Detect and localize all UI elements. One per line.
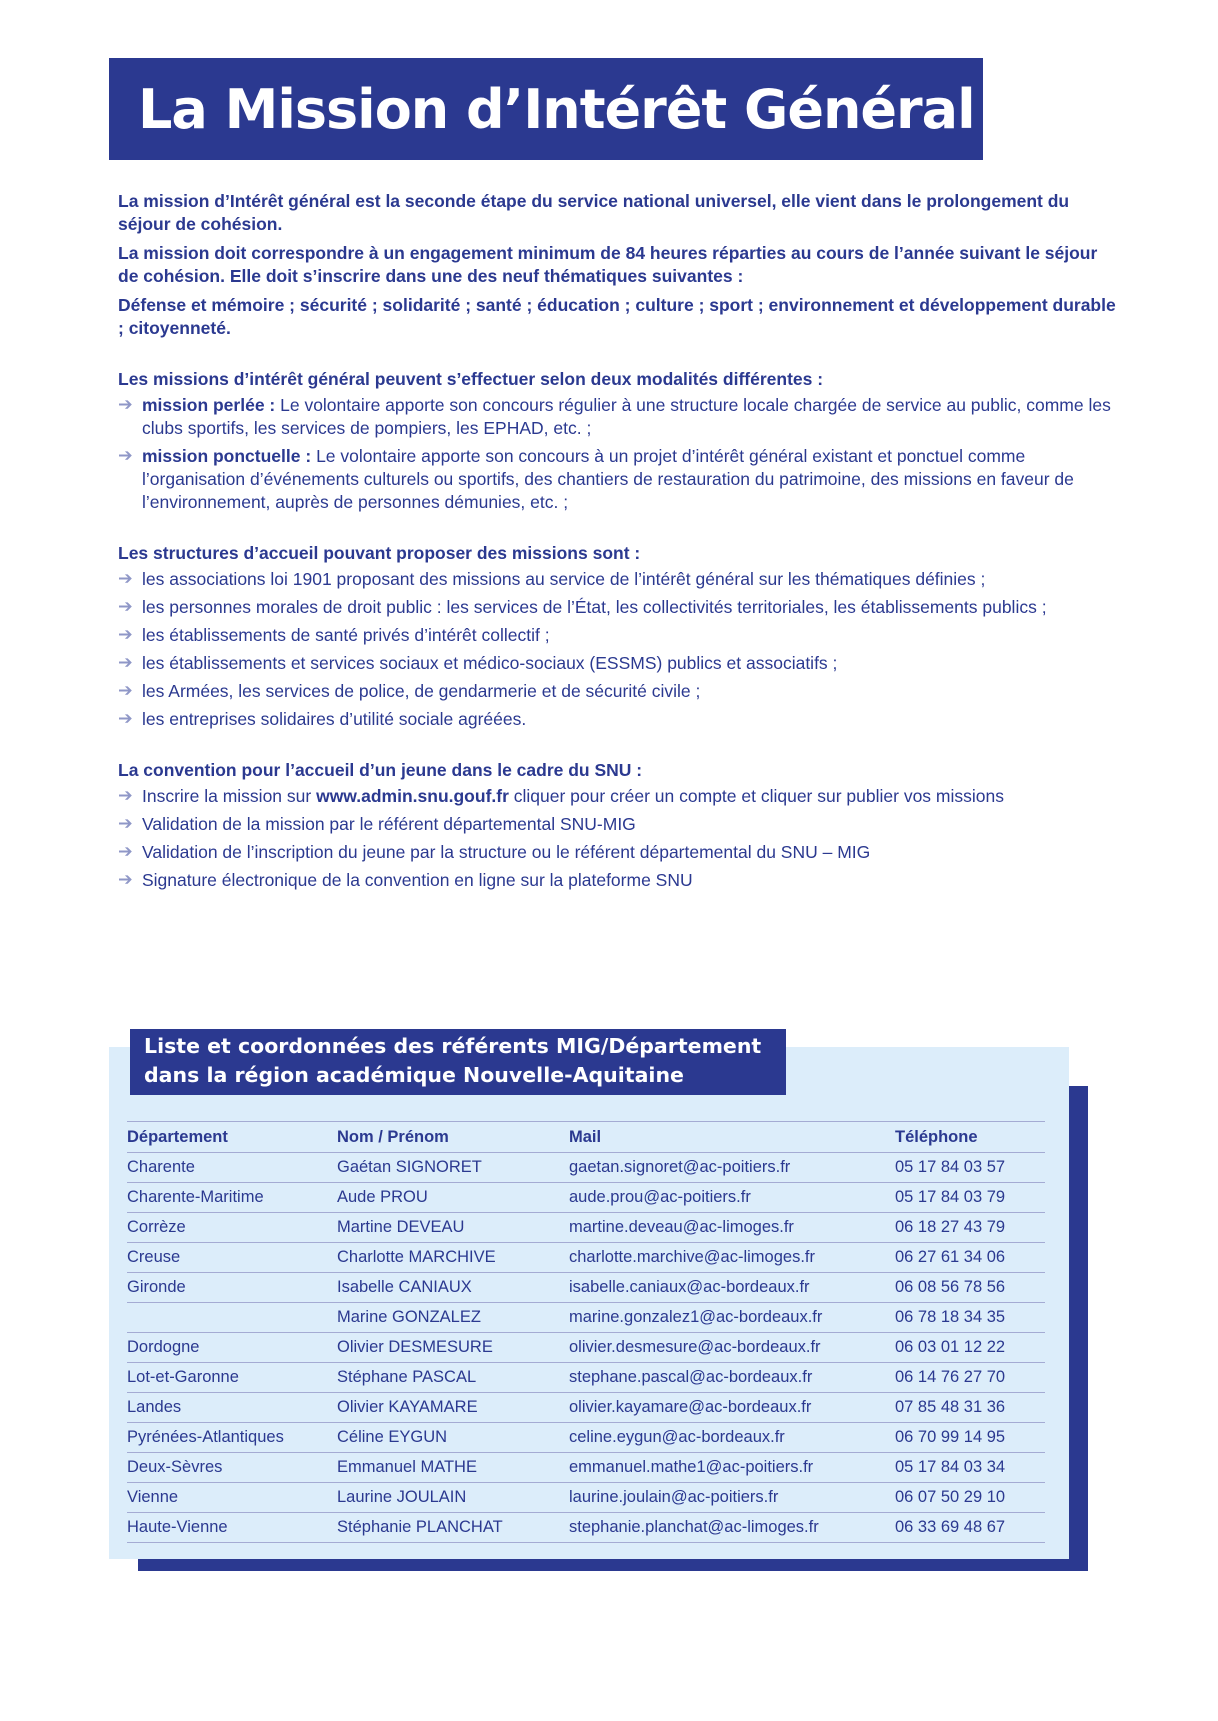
structures-list (118, 568, 1118, 731)
list-item (118, 394, 1118, 440)
name-cell: Olivier DESMESURE (337, 1333, 569, 1363)
departement-cell: Charente (127, 1153, 337, 1183)
referents-table-body (127, 1153, 1045, 1543)
departement-cell: Pyrénées-Atlantiques (127, 1423, 337, 1453)
list-item (118, 652, 1118, 675)
email-cell[interactable]: aude.prou@ac-poitiers.fr (569, 1183, 895, 1213)
table-row (127, 1153, 1045, 1183)
email-cell[interactable]: stephanie.planchat@ac-limoges.fr (569, 1513, 895, 1543)
table-header-row (127, 1122, 1045, 1153)
referents-table (127, 1121, 1045, 1543)
arrow-right-icon: ➔ (118, 597, 133, 617)
departement-cell: Landes (127, 1393, 337, 1423)
name-cell: Emmanuel MATHE (337, 1453, 569, 1483)
departement-cell: Deux-Sèvres (127, 1453, 337, 1483)
departement-cell: Haute-Vienne (127, 1513, 337, 1543)
name-cell: Isabelle CANIAUX (337, 1273, 569, 1303)
arrow-right-icon: ➔ (118, 870, 133, 890)
email-cell[interactable]: celine.eygun@ac-bordeaux.fr (569, 1423, 895, 1453)
item-text: cliquer pour créer un compte et cliquer sur publier vos missions (508, 786, 1004, 806)
arrow-right-icon: ➔ (118, 446, 133, 466)
item-text: les établissements de santé privés d’intérêt collectif ; (142, 625, 550, 645)
table-row (127, 1273, 1045, 1303)
column-header: Département (127, 1122, 337, 1153)
structures-heading: Les structures d’accueil pouvant proposer des missions sont : (118, 543, 641, 563)
intro-themes: Défense et mémoire ; sécurité ; solidarité ; santé ; éducation ; culture ; sport ; environnement et développement durable ; citoyenneté. (118, 295, 1116, 338)
phone-cell: 06 78 18 34 35 (895, 1303, 1045, 1333)
column-header: Mail (569, 1122, 895, 1153)
arrow-right-icon: ➔ (118, 653, 133, 673)
arrow-right-icon: ➔ (118, 681, 133, 701)
phone-cell: 06 27 61 34 06 (895, 1243, 1045, 1273)
email-cell[interactable]: martine.deveau@ac-limoges.fr (569, 1213, 895, 1243)
phone-cell: 06 18 27 43 79 (895, 1213, 1045, 1243)
email-cell[interactable]: laurine.joulain@ac-poitiers.fr (569, 1483, 895, 1513)
column-header: Nom / Prénom (337, 1122, 569, 1153)
table-row (127, 1453, 1045, 1483)
departement-cell: Charente-Maritime (127, 1183, 337, 1213)
list-item (118, 708, 1118, 731)
arrow-right-icon: ➔ (118, 569, 133, 589)
item-text: Validation de l’inscription du jeune par la structure ou le référent départemental du SNU – MIG (142, 842, 871, 862)
departement-cell: Corrèze (127, 1213, 337, 1243)
name-cell: Céline EYGUN (337, 1423, 569, 1453)
column-header: Téléphone (895, 1122, 1045, 1153)
page-title: La Mission d’Intérêt Général (109, 58, 983, 160)
email-cell[interactable]: emmanuel.mathe1@ac-poitiers.fr (569, 1453, 895, 1483)
item-term: mission perlée : (142, 395, 276, 415)
phone-cell: 07 85 48 31 36 (895, 1393, 1045, 1423)
referents-title-line: Liste et coordonnées des référents MIG/Département (144, 1034, 762, 1058)
list-item (118, 813, 1118, 836)
table-row (127, 1363, 1045, 1393)
table-row (127, 1183, 1045, 1213)
list-item (118, 445, 1118, 514)
phone-cell: 06 07 50 29 10 (895, 1483, 1045, 1513)
table-row (127, 1393, 1045, 1423)
admin-snu-link[interactable]: www.admin.snu.gouf.fr (316, 786, 509, 806)
modalites-heading: Les missions d’intérêt général peuvent s’effectuer selon deux modalités différentes : (118, 369, 824, 389)
email-cell[interactable]: marine.gonzalez1@ac-bordeaux.fr (569, 1303, 895, 1333)
modalites-list (118, 394, 1118, 514)
name-cell: Aude PROU (337, 1183, 569, 1213)
table-row (127, 1213, 1045, 1243)
list-item (118, 568, 1118, 591)
email-cell[interactable]: olivier.kayamare@ac-bordeaux.fr (569, 1393, 895, 1423)
departement-cell: Dordogne (127, 1333, 337, 1363)
modalites-section (118, 368, 1118, 514)
departement-cell: Creuse (127, 1243, 337, 1273)
item-text: Inscrire la mission sur (142, 786, 317, 806)
referents-title (130, 1029, 786, 1095)
intro-paragraph: La mission doit correspondre à un engagement minimum de 84 heures réparties au cours de l’année suivant le séjour de cohésion. Elle doit s’inscrire dans une des neuf thématiques suivantes : (118, 243, 1098, 286)
convention-section (118, 759, 1118, 892)
departement-cell: Lot-et-Garonne (127, 1363, 337, 1393)
list-item (118, 596, 1118, 619)
phone-cell: 06 70 99 14 95 (895, 1423, 1045, 1453)
item-text: Validation de la mission par le référent départemental SNU-MIG (142, 814, 636, 834)
referents-title-line: dans la région académique Nouvelle-Aquitaine (144, 1063, 684, 1087)
departement-cell: Gironde (127, 1273, 337, 1303)
item-text: Signature électronique de la convention en ligne sur la plateforme SNU (142, 870, 693, 890)
name-cell: Charlotte MARCHIVE (337, 1243, 569, 1273)
arrow-right-icon: ➔ (118, 709, 133, 729)
arrow-right-icon: ➔ (118, 786, 133, 806)
name-cell: Marine GONZALEZ (337, 1303, 569, 1333)
email-cell[interactable]: gaetan.signoret@ac-poitiers.fr (569, 1153, 895, 1183)
convention-list (118, 785, 1118, 892)
list-item (118, 869, 1118, 892)
table-row (127, 1243, 1045, 1273)
main-content (118, 190, 1118, 897)
departement-cell: Vienne (127, 1483, 337, 1513)
structures-section (118, 542, 1118, 731)
table-row (127, 1483, 1045, 1513)
item-text: les associations loi 1901 proposant des missions au service de l’intérêt général sur les thématiques définies ; (142, 569, 986, 589)
table-row (127, 1303, 1045, 1333)
name-cell: Olivier KAYAMARE (337, 1393, 569, 1423)
name-cell: Gaétan SIGNORET (337, 1153, 569, 1183)
email-cell[interactable]: isabelle.caniaux@ac-bordeaux.fr (569, 1273, 895, 1303)
name-cell: Laurine JOULAIN (337, 1483, 569, 1513)
item-text: Le volontaire apporte son concours régulier à une structure locale chargée de service au public, comme les clubs sportifs, les services de pompiers, les EPHAD, etc. ; (142, 395, 1111, 438)
intro-text (118, 190, 1118, 340)
phone-cell: 05 17 84 03 57 (895, 1153, 1045, 1183)
list-item (118, 785, 1118, 808)
phone-cell: 05 17 84 03 79 (895, 1183, 1045, 1213)
item-text: les Armées, les services de police, de gendarmerie et de sécurité civile ; (142, 681, 701, 701)
name-cell: Stéphane PASCAL (337, 1363, 569, 1393)
item-term: mission ponctuelle : (142, 446, 312, 466)
table-row (127, 1333, 1045, 1363)
item-text: les entreprises solidaires d’utilité sociale agréées. (142, 709, 527, 729)
email-cell[interactable]: charlotte.marchive@ac-limoges.fr (569, 1243, 895, 1273)
name-cell: Stéphanie PLANCHAT (337, 1513, 569, 1543)
arrow-right-icon: ➔ (118, 842, 133, 862)
phone-cell: 06 03 01 12 22 (895, 1333, 1045, 1363)
convention-heading: La convention pour l’accueil d’un jeune dans le cadre du SNU : (118, 760, 643, 780)
name-cell: Martine DEVEAU (337, 1213, 569, 1243)
item-text: les établissements et services sociaux et médico-sociaux (ESSMS) publics et associatifs ; (142, 653, 838, 673)
email-cell[interactable]: stephane.pascal@ac-bordeaux.fr (569, 1363, 895, 1393)
departement-cell (127, 1303, 337, 1333)
list-item (118, 841, 1118, 864)
list-item (118, 680, 1118, 703)
phone-cell: 06 08 56 78 56 (895, 1273, 1045, 1303)
item-text: Le volontaire apporte son concours à un projet d’intérêt général existant et ponctuel comme l’organisation d’événements culturels ou sportifs, des chantiers de restauration du patrimoine, des missions en faveur de l’environnement, auprès de personnes démunies, etc. ; (142, 446, 1074, 512)
arrow-right-icon: ➔ (118, 625, 133, 645)
phone-cell: 06 14 76 27 70 (895, 1363, 1045, 1393)
table-row (127, 1513, 1045, 1543)
intro-paragraph: La mission d’Intérêt général est la seconde étape du service national universel, elle vient dans le prolongement du séjour de cohésion. (118, 191, 1070, 234)
arrow-right-icon: ➔ (118, 814, 133, 834)
list-item (118, 624, 1118, 647)
phone-cell: 05 17 84 03 34 (895, 1453, 1045, 1483)
table-row (127, 1423, 1045, 1453)
item-text: les personnes morales de droit public : les services de l’État, les collectivités territoriales, les établissements publics ; (142, 597, 1047, 617)
arrow-right-icon: ➔ (118, 395, 133, 415)
phone-cell: 06 33 69 48 67 (895, 1513, 1045, 1543)
email-cell[interactable]: olivier.desmesure@ac-bordeaux.fr (569, 1333, 895, 1363)
